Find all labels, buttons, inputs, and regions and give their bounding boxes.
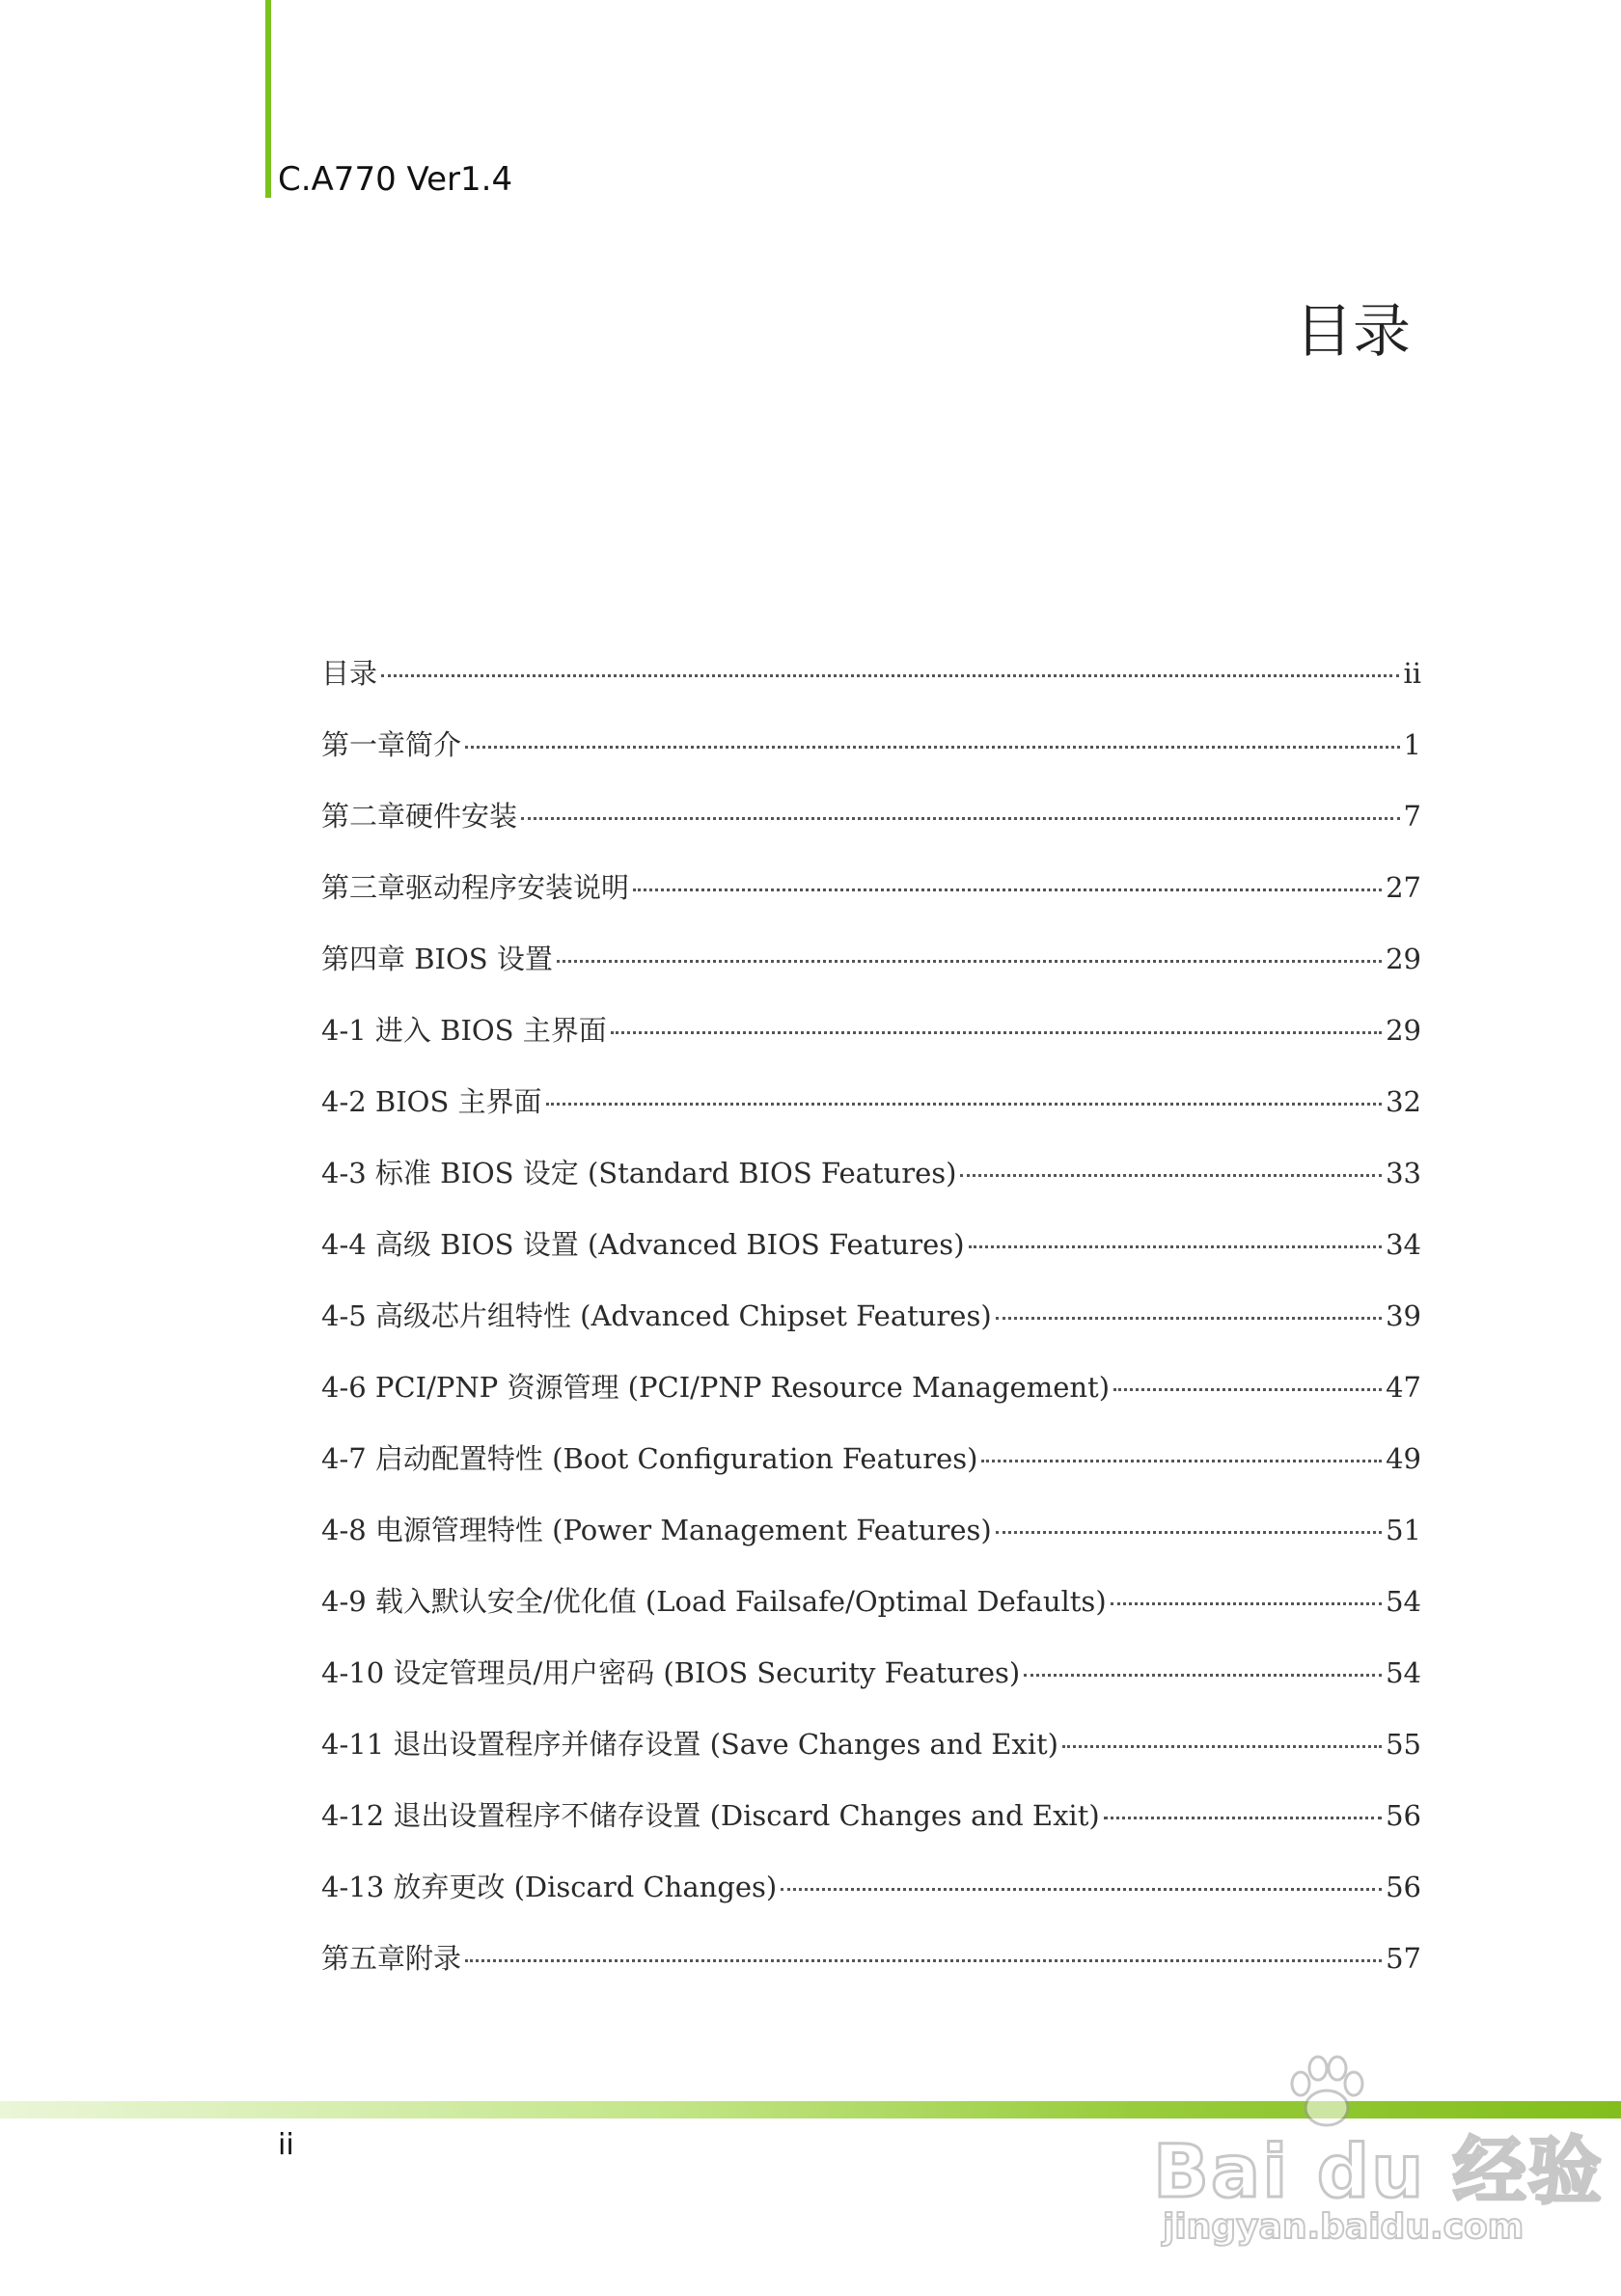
document-version-label: C.A770 Ver1.4: [278, 160, 513, 199]
toc-dot-leader: [1111, 1602, 1382, 1605]
toc-dot-leader: [521, 817, 1400, 820]
toc-entry-page: 1: [1403, 728, 1421, 761]
toc-entry-page: 27: [1386, 871, 1421, 904]
page-number: ii: [278, 2128, 294, 2162]
toc-entry-title: 4-5 高级芯片组特性 (Advanced Chipset Features): [321, 1299, 992, 1332]
toc-dot-leader: [969, 1245, 1383, 1248]
toc-entry-title: 目录: [321, 657, 378, 690]
toc-dot-leader: [781, 1888, 1382, 1891]
toc-dot-leader: [465, 746, 1400, 749]
toc-entry[interactable]: [321, 1652, 1421, 1723]
toc-entry-title: 4-10 设定管理员/用户密码 (BIOS Security Features): [321, 1656, 1021, 1689]
toc-entry-title: 第二章硬件安装: [321, 800, 518, 833]
toc-entry-title: 4-8 电源管理特性 (Power Management Features): [321, 1514, 992, 1546]
toc-entry-page: 7: [1403, 800, 1421, 833]
toc-entry-page: 39: [1386, 1299, 1421, 1332]
toc-entry[interactable]: [321, 1295, 1421, 1366]
toc-dot-leader: [960, 1174, 1382, 1177]
toc-dot-leader: [1062, 1745, 1382, 1748]
toc-entry-title: 4-4 高级 BIOS 设置 (Advanced BIOS Features): [321, 1228, 965, 1261]
page-title: 目录: [1295, 298, 1411, 366]
watermark-logo-text: Bai du 经验: [1153, 2128, 1604, 2214]
toc-entry[interactable]: [321, 1223, 1421, 1295]
toc-entry[interactable]: [321, 1937, 1421, 2009]
toc-entry[interactable]: [321, 1366, 1421, 1437]
toc-entry-title: 第三章驱动程序安装说明: [321, 871, 630, 904]
toc-dot-leader: [996, 1317, 1382, 1320]
toc-entry-page: 32: [1386, 1085, 1421, 1118]
toc-entry[interactable]: [321, 1437, 1421, 1509]
toc-entry[interactable]: [321, 938, 1421, 1009]
toc-entry-title: 4-3 标准 BIOS 设定 (Standard BIOS Features): [321, 1157, 957, 1189]
table-of-contents: [321, 652, 1421, 2009]
toc-entry-page: 49: [1386, 1442, 1421, 1475]
toc-entry-title: 4-9 载入默认安全/优化值 (Load Failsafe/Optimal Defaults): [321, 1585, 1107, 1618]
toc-entry-title: 4-1 进入 BIOS 主界面: [321, 1014, 607, 1047]
toc-entry-page: 56: [1386, 1871, 1421, 1903]
toc-dot-leader: [465, 1959, 1382, 1962]
toc-dot-leader: [981, 1460, 1382, 1462]
toc-entry-page: 47: [1386, 1371, 1421, 1404]
toc-entry[interactable]: [321, 1794, 1421, 1866]
toc-dot-leader: [381, 674, 1399, 677]
toc-entry[interactable]: [321, 1009, 1421, 1080]
toc-dot-leader: [1104, 1817, 1382, 1819]
toc-entry-title: 第五章附录: [321, 1942, 462, 1975]
toc-entry-title: 4-11 退出设置程序并储存设置 (Save Changes and Exit): [321, 1728, 1058, 1761]
toc-entry-title: 第一章简介: [321, 728, 462, 761]
toc-entry-page: 29: [1386, 1014, 1421, 1047]
toc-dot-leader: [611, 1031, 1382, 1034]
toc-entry-page: ii: [1403, 657, 1421, 690]
toc-entry-page: 33: [1386, 1157, 1421, 1189]
toc-entry-page: 57: [1386, 1942, 1421, 1975]
toc-entry-page: 56: [1386, 1799, 1421, 1832]
toc-entry[interactable]: [321, 1152, 1421, 1223]
toc-dot-leader: [1024, 1674, 1382, 1677]
toc-entry-title: 4-2 BIOS 主界面: [321, 1085, 542, 1118]
toc-entry-title: 4-13 放弃更改 (Discard Changes): [321, 1871, 778, 1903]
toc-entry-title: 4-6 PCI/PNP 资源管理 (PCI/PNP Resource Management): [321, 1371, 1111, 1404]
toc-entry[interactable]: [321, 1580, 1421, 1652]
toc-entry[interactable]: [321, 1866, 1421, 1937]
toc-dot-leader: [557, 960, 1382, 963]
toc-entry-title: 第四章 BIOS 设置: [321, 943, 553, 975]
toc-entry[interactable]: [321, 1723, 1421, 1794]
toc-entry-page: 54: [1386, 1585, 1421, 1618]
toc-dot-leader: [1113, 1388, 1382, 1391]
toc-entry[interactable]: [321, 866, 1421, 938]
toc-entry-page: 34: [1386, 1228, 1421, 1261]
toc-dot-leader: [996, 1531, 1382, 1534]
toc-entry-title: 4-12 退出设置程序不储存设置 (Discard Changes and Exit): [321, 1799, 1100, 1832]
toc-entry-title: 4-7 启动配置特性 (Boot Configuration Features): [321, 1442, 978, 1475]
toc-dot-leader: [633, 888, 1382, 891]
toc-entry-page: 54: [1386, 1656, 1421, 1689]
toc-entry[interactable]: [321, 1080, 1421, 1152]
toc-dot-leader: [546, 1103, 1383, 1106]
toc-entry-page: 55: [1386, 1728, 1421, 1761]
header-accent-rule: [265, 0, 271, 198]
toc-entry[interactable]: [321, 652, 1421, 724]
toc-entry[interactable]: [321, 795, 1421, 866]
toc-entry-page: 29: [1386, 943, 1421, 975]
watermark: [1143, 2055, 1604, 2248]
toc-entry[interactable]: [321, 1509, 1421, 1580]
toc-entry-page: 51: [1386, 1514, 1421, 1546]
watermark-url: jingyan.baidu.com: [1163, 2207, 1525, 2247]
toc-entry[interactable]: [321, 724, 1421, 795]
